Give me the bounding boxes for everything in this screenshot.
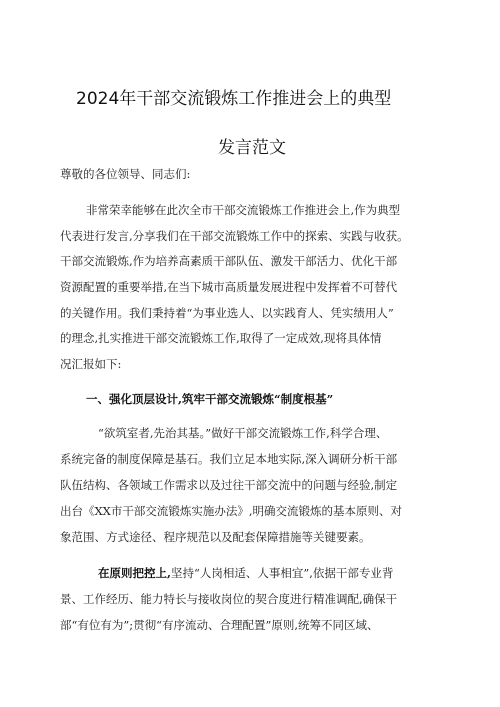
para1-line-7: 况汇报如下:: [60, 357, 122, 371]
para2-line-2: 系统完备的制度保障是基石。我们立足本地实际,深入调研分析干部: [60, 452, 398, 466]
section-1-heading: 一、强化顶层设计,筑牢干部交流锻炼“制度根基”: [86, 392, 334, 406]
document-title-line-1: 2024年干部交流锻炼工作推进会上的典型: [76, 89, 392, 109]
para3-line-1: [98, 566, 478, 581]
para1-line-1: 非常荣幸能够在此次全市干部交流锻炼工作推进会上,作为典型: [86, 203, 401, 217]
para1-line-2: 代表进行发言,分享我们在干部交流锻炼工作中的探索、实践与收获。: [60, 229, 409, 243]
para3-line-2: 景、工作经历、能力特长与接收岗位的契合度进行精准调配,确保干: [60, 592, 398, 606]
para2-line-5: 象范围、方式途径、程序规范以及配套保障措施等关键要素。: [60, 530, 371, 544]
para1-line-6: 的理念,扎实推进干部交流锻炼工作,取得了一定成效,现将具体情: [60, 331, 382, 345]
para2-line-1: “欲筑室者,先治其基。”做好干部交流锻炼工作,科学合理、: [98, 426, 388, 440]
para2-line-4: 出台《XX市干部交流锻炼实施办法》,明确交流锻炼的基本原则、对: [60, 504, 403, 518]
para1-line-4: 资源配置的重要举措,在当下城市高质量发展进程中发挥着不可替代: [60, 280, 398, 294]
para1-line-3: 干部交流锻炼,作为培养高素质干部队伍、激发干部活力、优化干部: [60, 254, 398, 268]
para3-line-3: 部“有位有为”;贯彻“有序流动、合理配置”原则,统筹不同区域、: [60, 618, 379, 632]
document-title-line-2: 发言范文: [218, 138, 286, 158]
para1-line-5: 的关键作用。我们秉持着“为事业选人、以实践育人、凭实绩用人”: [60, 306, 394, 320]
para3-line-1-rest: 坚持“人岗相适、人事相宜”,依据干部专业背: [171, 566, 394, 580]
para3-lead: 在原则把控上,: [98, 566, 172, 580]
salutation: 尊敬的各位领导、同志们:: [60, 167, 191, 181]
para2-line-3: 队伍结构、各领域工作需求以及过往干部交流中的问题与经验,制定: [60, 478, 398, 492]
